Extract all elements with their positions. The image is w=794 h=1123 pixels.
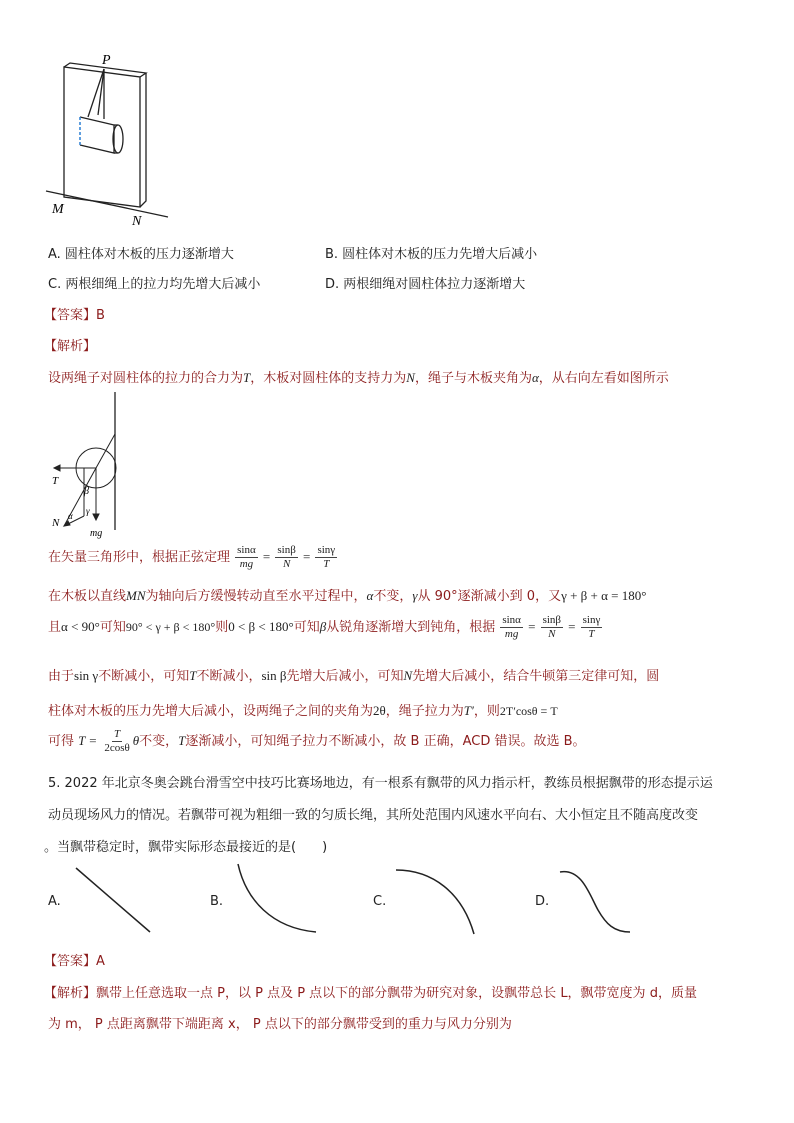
l3-v3: γ bbox=[412, 588, 418, 603]
l1-t3: ，绳子与木板夹角为 bbox=[414, 371, 532, 386]
q5-option-d: D. bbox=[535, 894, 550, 909]
analysis-line-2 bbox=[48, 544, 338, 571]
analysis2-line-1: 【解析】飘带上任意选取一点 P，以 P 点及 P 点以下的部分飘带为研究对象，设飘带总长 L，飘带宽度为 d，质量 bbox=[44, 986, 697, 1001]
l5-t4: 先增大后减小，可知 bbox=[286, 669, 404, 684]
figure1-label-n: N bbox=[132, 214, 142, 229]
l6-t1: 柱体对木板的压力先增大后减小，设两绳子之间的夹角为 bbox=[48, 704, 374, 719]
l1-v2: N bbox=[406, 370, 415, 385]
l3-t3: 不变， bbox=[373, 589, 413, 604]
analysis-line-6 bbox=[48, 700, 558, 719]
l1-v3: α bbox=[531, 370, 539, 385]
l3-v2: α bbox=[366, 588, 374, 603]
l1-t1: 设两绳子对圆柱体的拉力的合力为 bbox=[48, 371, 244, 386]
l4-t5: 从锐角逐渐增大到钝角，根据 bbox=[326, 620, 496, 635]
fraction-sin-beta: $\frac{\sin\beta}{N}$ bbox=[277, 544, 296, 570]
l6-v1: 2θ bbox=[373, 703, 386, 718]
figure1-label-m: M bbox=[52, 202, 64, 217]
option-d: D. 两根细绳对圆柱体拉力逐渐增大 bbox=[325, 277, 526, 292]
fig2-label-n: N bbox=[52, 517, 60, 529]
l6-v2: T′ bbox=[463, 703, 474, 718]
l1-t4: ，从右向左看如图所示 bbox=[538, 371, 669, 386]
figure1-label-p: P bbox=[102, 55, 111, 68]
l4-v1: α < 90° bbox=[61, 619, 100, 634]
equals-sign: = bbox=[528, 619, 536, 634]
fig2-label-t: T bbox=[52, 475, 59, 487]
equals-sign: = bbox=[262, 549, 271, 564]
l5-v4: N bbox=[403, 668, 413, 683]
l4-v4: β bbox=[319, 619, 327, 634]
fraction-sin-gamma: $\frac{\sin\gamma}{T}$ bbox=[317, 544, 336, 570]
q5-curve-b bbox=[232, 860, 322, 938]
q5-curve-a bbox=[72, 862, 156, 938]
analysis-line-1 bbox=[48, 367, 669, 386]
q5-option-a: A. bbox=[48, 894, 61, 909]
fraction-sin-alpha-2: $\frac{\sin\alpha}{mg}$ bbox=[502, 614, 521, 640]
l4-v2: 90° < γ + β < 180° bbox=[125, 620, 216, 634]
fig2-label-alpha: α bbox=[68, 511, 73, 521]
equals-sign: = bbox=[568, 619, 576, 634]
l3-t1: 在木板以直线 bbox=[48, 589, 127, 604]
answer-1: 【答案】B bbox=[44, 308, 105, 323]
option-b: B. 圆柱体对木板的压力先增大后减小 bbox=[325, 247, 538, 262]
l5-v1: sin γ bbox=[74, 668, 99, 683]
fig2-label-beta: β bbox=[84, 486, 89, 497]
l6-v3: 2T′cosθ = T bbox=[499, 704, 558, 718]
analysis-line-7 bbox=[48, 728, 586, 755]
l4-t2: 可知 bbox=[99, 620, 126, 635]
board-cylinder-figure bbox=[40, 55, 170, 230]
fraction-t-over-2cos: $\frac{T}{2\cos\theta}$ bbox=[104, 728, 130, 754]
l7-t1: 可得 bbox=[48, 734, 75, 749]
q5-option-b: B. bbox=[210, 894, 224, 909]
l4-t1: 且 bbox=[48, 620, 62, 635]
option-c: C. 两根细绳上的拉力均先增大后减小 bbox=[48, 277, 261, 292]
analysis-line-3 bbox=[48, 585, 646, 604]
analysis-line-4 bbox=[48, 614, 603, 641]
l5-t5: 先增大后减小，结合牛顿第三定律可知，圆 bbox=[412, 669, 660, 684]
l1-t2: ，木板对圆柱体的支持力为 bbox=[250, 371, 407, 386]
analysis-line-5 bbox=[48, 665, 659, 684]
analysis-label: 【解析】 bbox=[44, 339, 97, 354]
l7-v3: T bbox=[178, 733, 186, 748]
equals-sign: = bbox=[302, 549, 311, 564]
l2-text: 在矢量三角形中，根据正弦定理 bbox=[48, 550, 231, 565]
fig2-label-mg: mg bbox=[90, 528, 103, 539]
l1-v1: T bbox=[243, 370, 251, 385]
l3-v1: MN bbox=[126, 588, 146, 603]
answer-2: 【答案】A bbox=[44, 954, 105, 969]
q5-option-c: C. bbox=[373, 894, 387, 909]
l5-t2: 不断减小，可知 bbox=[98, 669, 190, 684]
l3-v4: γ + β + α = 180° bbox=[561, 588, 647, 603]
option-a: A. 圆柱体对木板的压力逐渐增大 bbox=[48, 247, 234, 262]
l5-t1: 由于 bbox=[48, 669, 75, 684]
l4-v3: 0 < β < 180° bbox=[228, 619, 294, 634]
l4-t4: 可知 bbox=[293, 620, 320, 635]
l7-t3: 逐渐减小，可知绳子拉力不断减小，故 B 正确，ACD 错误。故选 B。 bbox=[185, 734, 586, 749]
l3-t4: 从 90°逐渐减小到 0，又 bbox=[417, 589, 562, 604]
q5-line-1: 5. 2022 年北京冬奥会跳台滑雪空中技巧比赛场地边，有一根系有飘带的风力指示杆，教练员根据飘带的形态提示运 bbox=[48, 776, 713, 791]
q5-curve-c bbox=[392, 864, 478, 938]
l6-t2: ，绳子拉力为 bbox=[385, 704, 464, 719]
fraction-sin-gamma-2: $\frac{\sin\gamma}{T}$ bbox=[582, 614, 601, 640]
q5-line-3: 。当飘带稳定时，飘带实际形态最接近的是( ) bbox=[44, 840, 328, 855]
l5-t3: 不断减小， bbox=[196, 669, 262, 684]
q5-line-2: 动员现场风力的情况。若飘带可视为粗细一致的匀质长绳，其所处范围内风速水平向右、大小恒定且不随高度改变 bbox=[48, 808, 699, 823]
l6-t3: ，则 bbox=[473, 704, 500, 719]
q5-curve-d bbox=[556, 866, 636, 938]
l5-v2: T bbox=[189, 668, 197, 683]
analysis2-line-2: 为 m， P 点距离飘带下端距离 x， P 点以下的部分飘带受到的重力与风力分别为 bbox=[48, 1017, 512, 1032]
l7-v1: T = bbox=[78, 733, 98, 748]
fig2-label-gamma: γ bbox=[86, 506, 90, 516]
fraction-sin-alpha: $\frac{\sin\alpha}{mg}$ bbox=[237, 544, 256, 570]
l7-t2: 不变， bbox=[139, 734, 179, 749]
l3-t2: 为轴向后方缓慢转动直至水平过程中， bbox=[145, 589, 367, 604]
force-diagram bbox=[44, 390, 134, 540]
l4-t3: 则 bbox=[215, 620, 229, 635]
fraction-sin-beta-2: $\frac{\sin\beta}{N}$ bbox=[542, 614, 562, 640]
l7-v2: θ bbox=[132, 733, 140, 748]
l5-v3: sin β bbox=[261, 668, 287, 683]
